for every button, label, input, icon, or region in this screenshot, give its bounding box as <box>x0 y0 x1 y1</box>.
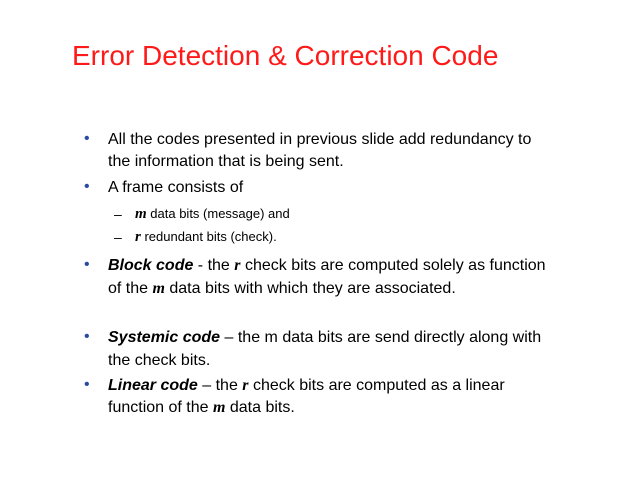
bullet-3-text-b: check bits are computed solely as function <box>240 257 546 274</box>
sub-bullet-1-text: data bits (message) and <box>146 206 290 221</box>
bullet-3-line-2a: of the <box>108 280 153 297</box>
bullet-3-text-a: - the <box>193 257 235 274</box>
bullet-5-line-2b: data bits. <box>225 399 295 416</box>
bullet-4-text-a: – the m data bits are send directly along with <box>220 329 542 346</box>
bullet-marker: • <box>84 328 90 345</box>
bullet-marker: • <box>84 178 90 195</box>
variable-m: m <box>212 399 226 416</box>
bullet-2-line-1: A frame consists of <box>108 179 244 196</box>
variable-m: m <box>152 280 165 297</box>
term-block-code: Block code <box>108 257 194 274</box>
bullet-marker: • <box>84 130 90 147</box>
bullet-marker: • <box>84 376 90 393</box>
bullet-5-line-2 <box>108 398 295 417</box>
sub-bullet-1 <box>135 206 290 222</box>
bullet-5-text-b: check bits are computed as a linear <box>248 377 505 394</box>
sub-bullet-marker: – <box>114 229 122 245</box>
bullet-3-line-2b: data bits with which they are associated. <box>164 280 456 297</box>
bullet-marker: • <box>84 256 90 273</box>
sub-bullet-2 <box>135 229 277 245</box>
bullet-3-line-2 <box>108 279 456 298</box>
sub-bullet-2-text: redundant bits (check). <box>140 229 277 244</box>
bullet-4-line-2: the check bits. <box>108 352 211 369</box>
sub-bullet-marker: – <box>114 206 122 222</box>
bullet-4-line-1 <box>108 328 541 347</box>
slide-title: Error Detection & Correction Code <box>72 40 499 71</box>
variable-r: r <box>135 229 141 245</box>
bullet-3-line-1 <box>108 256 546 275</box>
bullet-1-line-2: the information that is being sent. <box>108 153 344 170</box>
bullet-5-text-a: – the <box>197 377 243 394</box>
bullet-5-line-1 <box>108 376 505 395</box>
term-systemic-code: Systemic code <box>108 329 221 346</box>
variable-r: r <box>242 377 249 394</box>
variable-r: r <box>234 257 241 274</box>
bullet-1-line-1: All the codes presented in previous slide add redundancy to <box>108 131 532 148</box>
variable-m: m <box>135 206 147 222</box>
bullet-5-line-2a: function of the <box>108 399 213 416</box>
term-linear-code: Linear code <box>108 377 198 394</box>
